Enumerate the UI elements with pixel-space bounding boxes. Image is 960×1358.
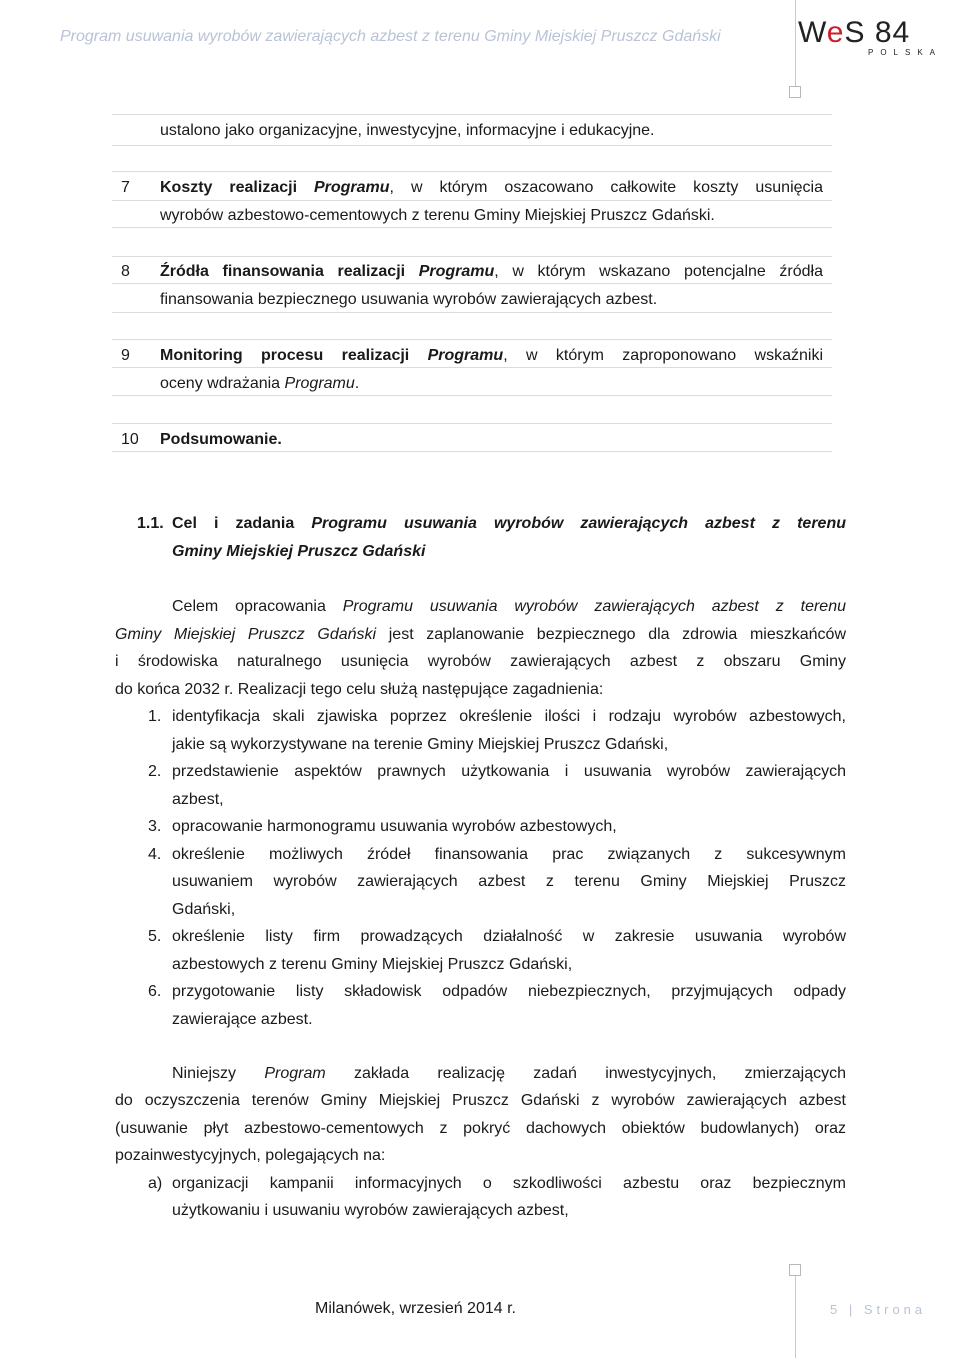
footer-place-date: Milanówek, wrzesień 2014 r. (315, 1300, 516, 1317)
list-number: 4. (148, 846, 162, 863)
toc-item-8-line1: Źródła finansowania realizacji Programu, w którym wskazano potencjalne źródła (160, 263, 823, 280)
toc-item-9-line2: oceny wdrażania Programu. (160, 375, 360, 392)
para2-line4: pozainwestycyjnych, polegających na: (115, 1147, 386, 1164)
section-title-line1: Cel i zadania Programu usuwania wyrobów zawierających azbest z terenu (172, 515, 846, 532)
list-number: 6. (148, 983, 162, 1000)
company-logo (798, 14, 943, 60)
section-title-line2: Gminy Miejskiej Pruszcz Gdański (172, 543, 426, 560)
para2-line2: do oczyszczenia terenów Gminy Miejskiej Pruszcz Gdański z wyrobów zawierających azbest (115, 1092, 846, 1109)
rule (112, 114, 832, 115)
toc-continuation: ustalono jako organizacyjne, inwestycyjne, informacyjne i edukacyjne. (160, 122, 655, 139)
list-item-a-line1: organizacji kampanii informacyjnych o szkodliwości azbestu oraz bezpiecznym (172, 1175, 846, 1192)
toc-item-9-line1: Monitoring procesu realizacji Programu, w którym zaproponowano wskaźniki (160, 347, 824, 364)
list-item-5-line1: określenie listy firm prowadzących działalność w zakresie usuwania wyrobów (172, 928, 846, 945)
list-item-3-line1: opracowanie harmonogramu usuwania wyrobów azbestowych, (172, 818, 617, 835)
list-item-1-line2: jakie są wykorzystywane na terenie Gminy Miejskiej Pruszcz Gdański, (172, 736, 669, 753)
rule (112, 283, 832, 284)
list-item-4-line2: usuwaniem wyrobów zawierających azbest z terenu Gminy Miejskiej Pruszcz (172, 873, 846, 890)
header-corner-square (789, 86, 801, 98)
rule (112, 227, 832, 228)
para1-line4: do końca 2032 r. Realizacji tego celu służą następujące zagadnienia: (115, 681, 604, 698)
section-number: 1.1. (137, 515, 164, 532)
para2-line3: (usuwanie płyt azbestowo-cementowych z pokryć dachowych obiektów budowlanych) oraz (115, 1120, 846, 1137)
toc-item-number: 8 (121, 263, 130, 280)
list-number: 2. (148, 763, 162, 780)
list-number: 3. (148, 818, 162, 835)
page-number: 5 | Strona (830, 1302, 927, 1317)
toc-item-number: 7 (121, 179, 130, 196)
rule (112, 367, 832, 368)
list-item-5-line2: azbestowych z terenu Gminy Miejskiej Pruszcz Gdański, (172, 956, 573, 973)
list-item-4-line1: określenie możliwych źródeł finansowania prac związanych z sukcesywnym (172, 846, 846, 863)
rule (112, 171, 832, 172)
header-divider-line (795, 0, 796, 88)
header-title: Program usuwania wyrobów zawierających azbest z terenu Gminy Miejskiej Pruszcz Gdański (60, 28, 721, 45)
list-item-6-line2: zawierające azbest. (172, 1011, 313, 1028)
toc-item-10: Podsumowanie. (160, 431, 282, 448)
rule (112, 395, 832, 396)
toc-item-7-line1: Koszty realizacji Programu, w którym oszacowano całkowite koszty usunięcia (160, 179, 823, 196)
logo-subtitle: POLSKA (868, 48, 943, 57)
rule (112, 339, 832, 340)
para1-line2: Gminy Miejskiej Pruszcz Gdański jest zaplanowanie bezpiecznego dla zdrowia mieszkańców (115, 626, 846, 643)
toc-item-number: 9 (121, 347, 130, 364)
rule (112, 423, 832, 424)
list-item-6-line1: przygotowanie listy składowisk odpadów niebezpiecznych, przyjmujących odpady (172, 983, 846, 1000)
footer-divider-line (795, 1270, 796, 1358)
rule (112, 312, 832, 313)
logo-wordmark: WeS 84 (798, 16, 911, 49)
toc-item-7-line2: wyrobów azbestowo-cementowych z terenu Gminy Miejskiej Pruszcz Gdański. (160, 207, 715, 224)
list-number: 1. (148, 708, 162, 725)
rule (112, 200, 832, 201)
para1-line1: Celem opracowania Programu usuwania wyrobów zawierających azbest z terenu (172, 598, 846, 615)
list-number: 5. (148, 928, 162, 945)
para2-line1: Niniejszy Program zakłada realizację zadań inwestycyjnych, zmierzających (172, 1065, 846, 1082)
list-item-2-line2: azbest, (172, 791, 224, 808)
toc-item-number: 10 (121, 431, 139, 448)
rule (112, 256, 832, 257)
list-item-4-line3: Gdański, (172, 901, 236, 918)
toc-item-8-line2: finansowania bezpiecznego usuwania wyrobów zawierających azbest. (160, 291, 658, 308)
list-letter: a) (148, 1175, 163, 1192)
rule (112, 145, 832, 146)
list-item-a-line2: użytkowaniu i usuwaniu wyrobów zawierających azbest, (172, 1202, 569, 1219)
footer-corner-square (789, 1264, 801, 1276)
para1-line3: i środowiska naturalnego usunięcia wyrobów zawierających azbest z obszaru Gminy (115, 653, 846, 670)
list-item-2-line1: przedstawienie aspektów prawnych użytkowania i usuwania wyrobów zawierających (172, 763, 846, 780)
rule (112, 451, 832, 452)
list-item-1-line1: identyfikacja skali zjawiska poprzez określenie ilości i rodzaju wyrobów azbestowych, (172, 708, 846, 725)
